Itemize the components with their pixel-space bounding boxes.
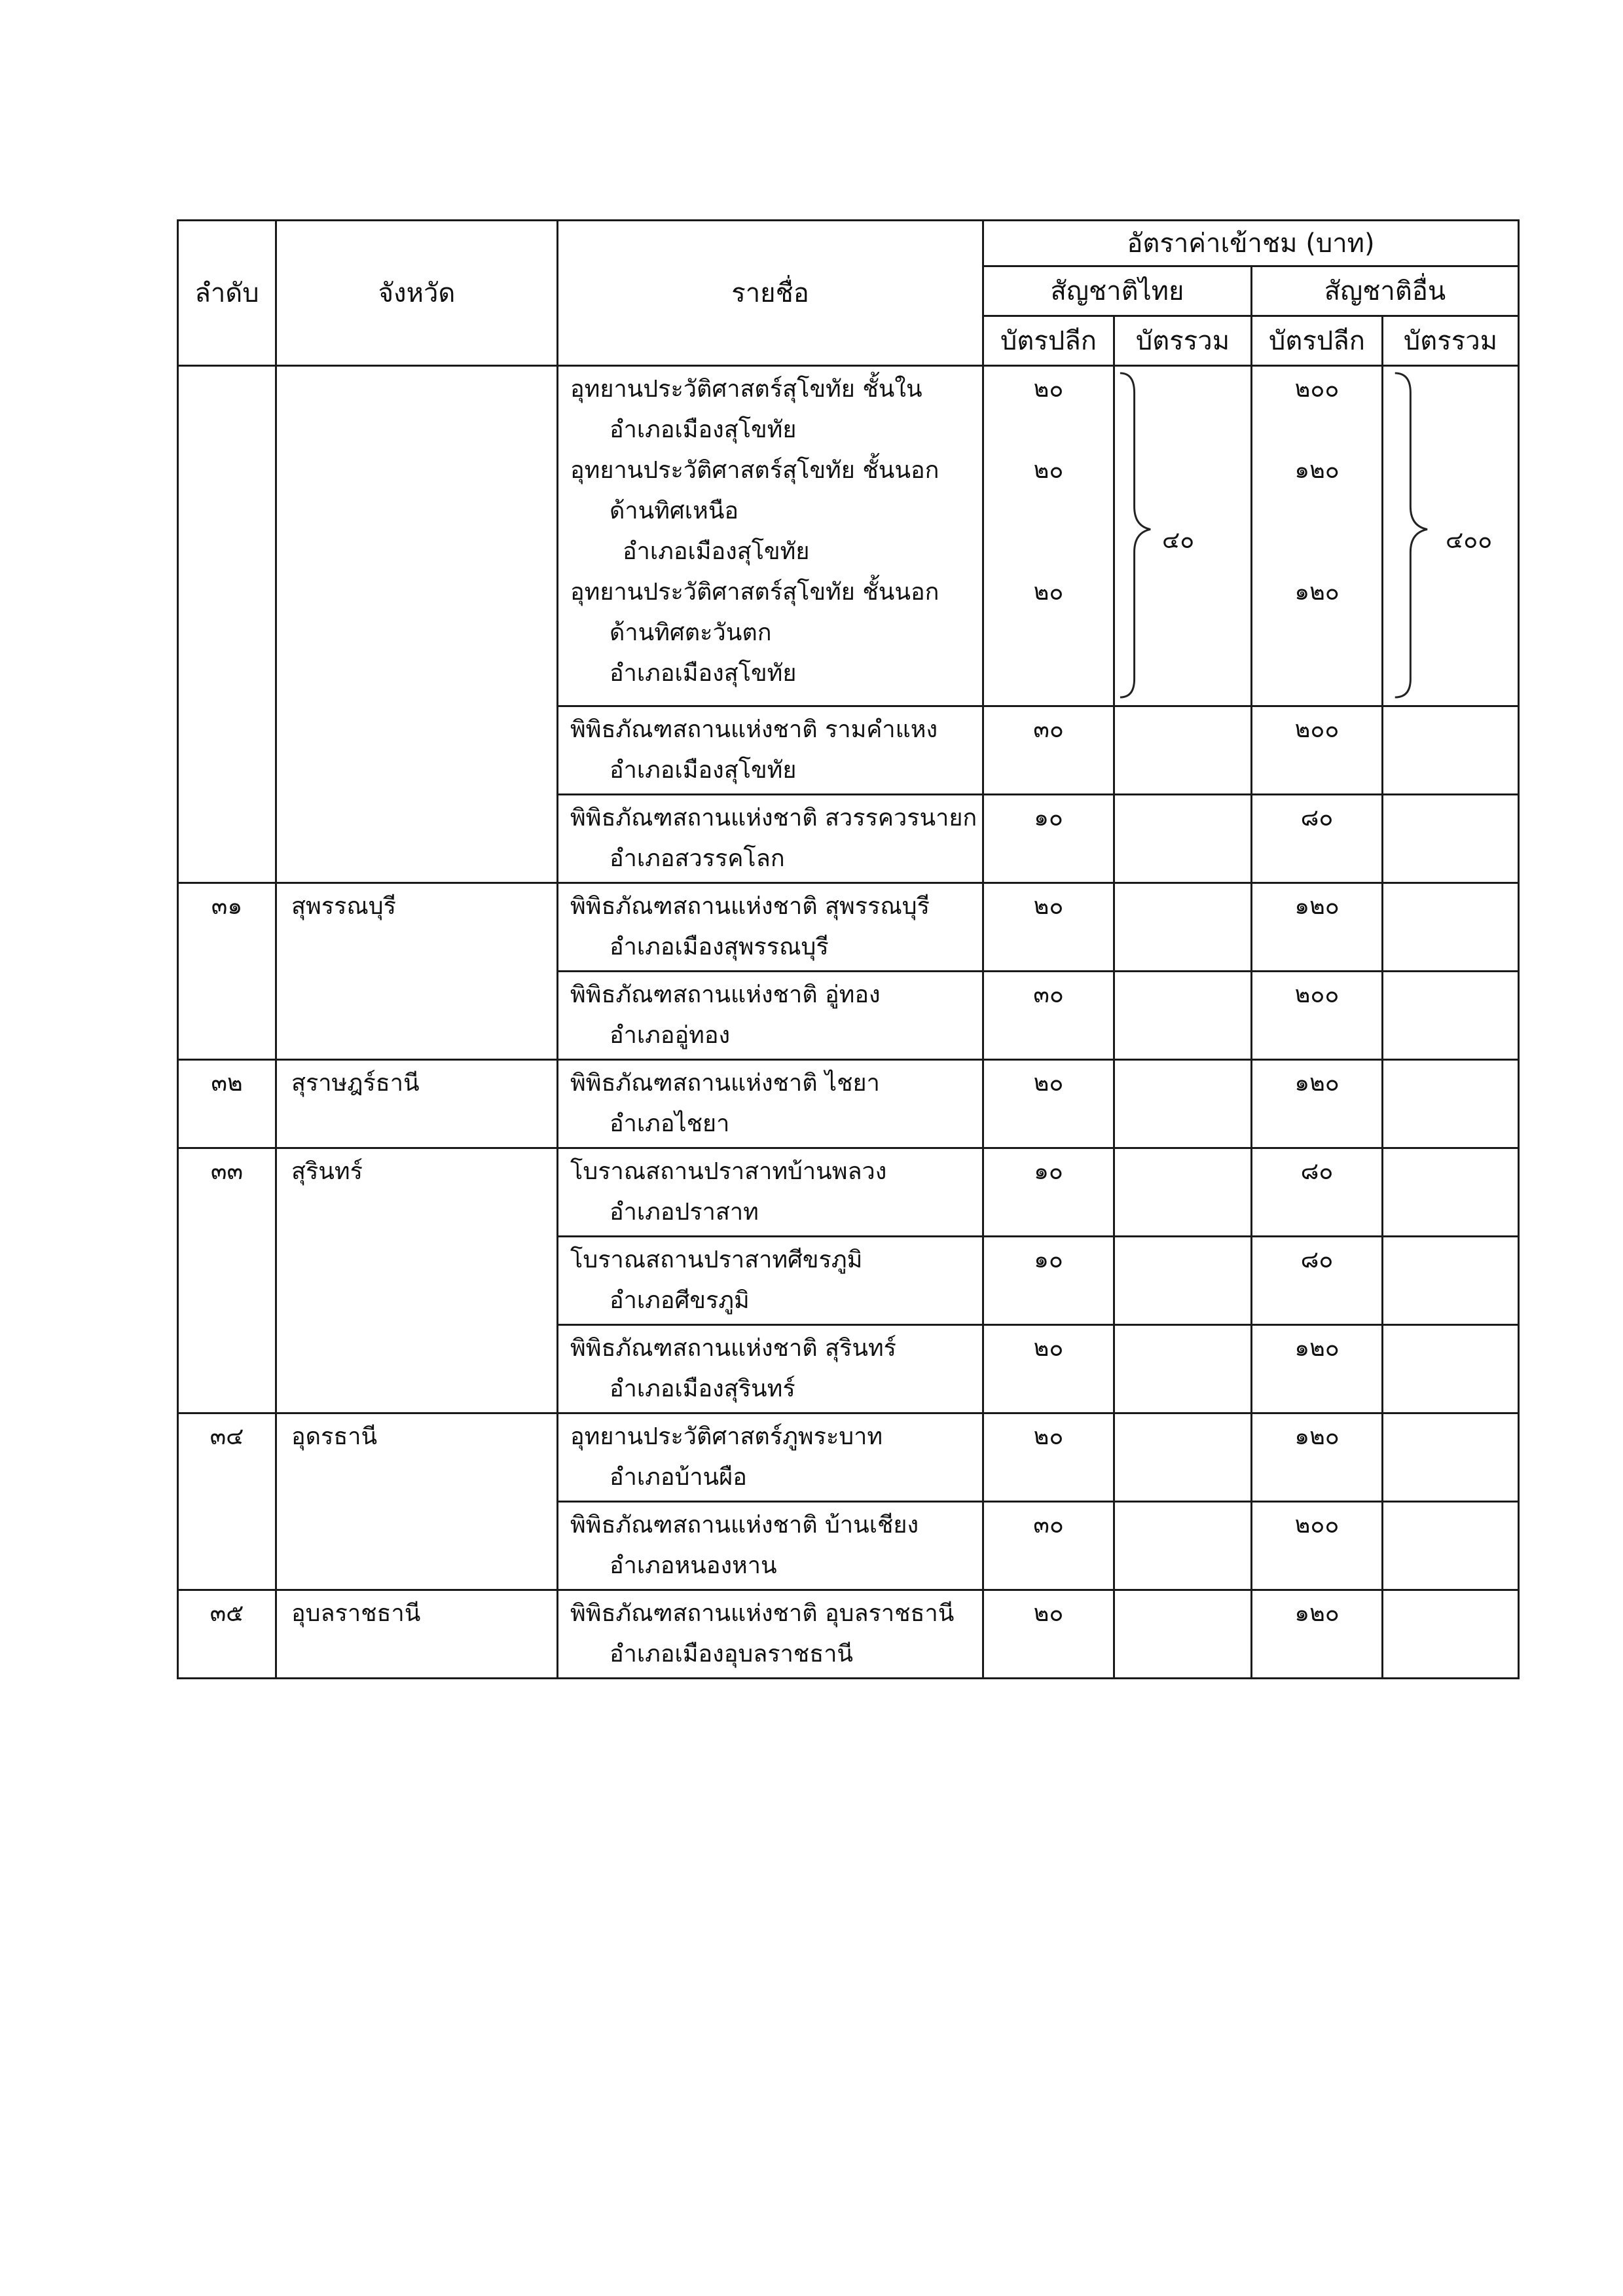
header-name: รายชื่อ [558, 221, 983, 366]
header-thai: สัญชาติไทย [983, 266, 1252, 316]
header-retail-foreign: บัตรปลีก [1252, 316, 1383, 366]
group-site-1: อุทยานประวัติศาสตร์สุโขทัย ชั้นใน อำเภอเมืองสุโขทัย [570, 376, 922, 443]
cell-group-combo-thai [1114, 366, 1252, 706]
table-row: ๓๒ สุราษฎร์ธานี พิพิธภัณฑสถานแห่งชาติ ไชยา อำเภอไชยา ๒๐ ๑๒๐ [178, 1060, 1519, 1148]
cell-no [178, 366, 276, 883]
table-row [178, 366, 1519, 706]
table-row: พิพิธภัณฑสถานแห่งชาติ รามคำแหง อำเภอเมืองสุโขทัย ๓๐ ๒๐๐ [178, 706, 1519, 795]
header-retail-thai: บัตรปลีก [983, 316, 1114, 366]
combo-thai-value: ๔๐ [1162, 527, 1195, 554]
cell-group-retail-thai: ๒๐ ๒๐ ๒๐ [983, 366, 1114, 706]
header-combo-foreign: บัตรรวม [1383, 316, 1519, 366]
table-row: ๓๓ สุรินทร์ โบราณสถานปราสาทบ้านพลวง อำเภอปราสาท ๑๐ ๘๐ [178, 1148, 1519, 1237]
cell-site-group [558, 366, 983, 706]
cell-province [276, 366, 558, 883]
table-row: พิพิธภัณฑสถานแห่งชาติ สวรรควรนายก อำเภอสวรรคโลก ๑๐ ๘๐ [178, 795, 1519, 883]
group-site-2: อุทยานประวัติศาสตร์สุโขทัย ชั้นนอก ด้านทิศเหนือ อำเภอเมืองสุโขทัย [570, 457, 939, 565]
table-row: โบราณสถานปราสาทศีขรภูมิ อำเภอศีขรภูมิ ๑๐ ๘๐ [178, 1237, 1519, 1325]
header-rate: อัตราค่าเข้าชม (บาท) [983, 221, 1519, 266]
table-row: พิพิธภัณฑสถานแห่งชาติ อู่ทอง อำเภออู่ทอง ๓๐ ๒๐๐ [178, 972, 1519, 1060]
table-row: พิพิธภัณฑสถานแห่งชาติ สุรินทร์ อำเภอเมืองสุรินทร์ ๒๐ ๑๒๐ [178, 1325, 1519, 1413]
table-row: ๓๑ สุพรรณบุรี พิพิธภัณฑสถานแห่งชาติ สุพรรณบุรี อำเภอเมืองสุพรรณบุรี ๒๐ ๑๒๐ [178, 883, 1519, 972]
group-site-3: อุทยานประวัติศาสตร์สุโขทัย ชั้นนอก ด้านทิศตะวันตก อำเภอเมืองสุโขทัย [570, 579, 939, 687]
table-row: พิพิธภัณฑสถานแห่งชาติ บ้านเชียง อำเภอหนองหาน ๓๐ ๒๐๐ [178, 1502, 1519, 1590]
table-row: ๓๕ อุบลราชธานี พิพิธภัณฑสถานแห่งชาติ อุบลราชธานี อำเภอเมืองอุบลราชธานี ๒๐ ๑๒๐ [178, 1590, 1519, 1679]
header-combo-thai: บัตรรวม [1114, 316, 1252, 366]
combo-foreign-value: ๔๐๐ [1446, 527, 1493, 554]
cell-group-retail-foreign: ๒๐๐ ๑๒๐ ๑๒๐ [1252, 366, 1383, 706]
admission-fee-table [177, 219, 1520, 1679]
table-row: ๓๔ อุดรธานี อุทยานประวัติศาสตร์ภูพระบาท อำเภอบ้านผือ ๒๐ ๑๒๐ [178, 1413, 1519, 1502]
header-no: ลำดับ [178, 221, 276, 366]
header-foreign: สัญชาติอื่น [1252, 266, 1519, 316]
cell-group-combo-foreign [1383, 366, 1519, 706]
header-province: จังหวัด [276, 221, 558, 366]
